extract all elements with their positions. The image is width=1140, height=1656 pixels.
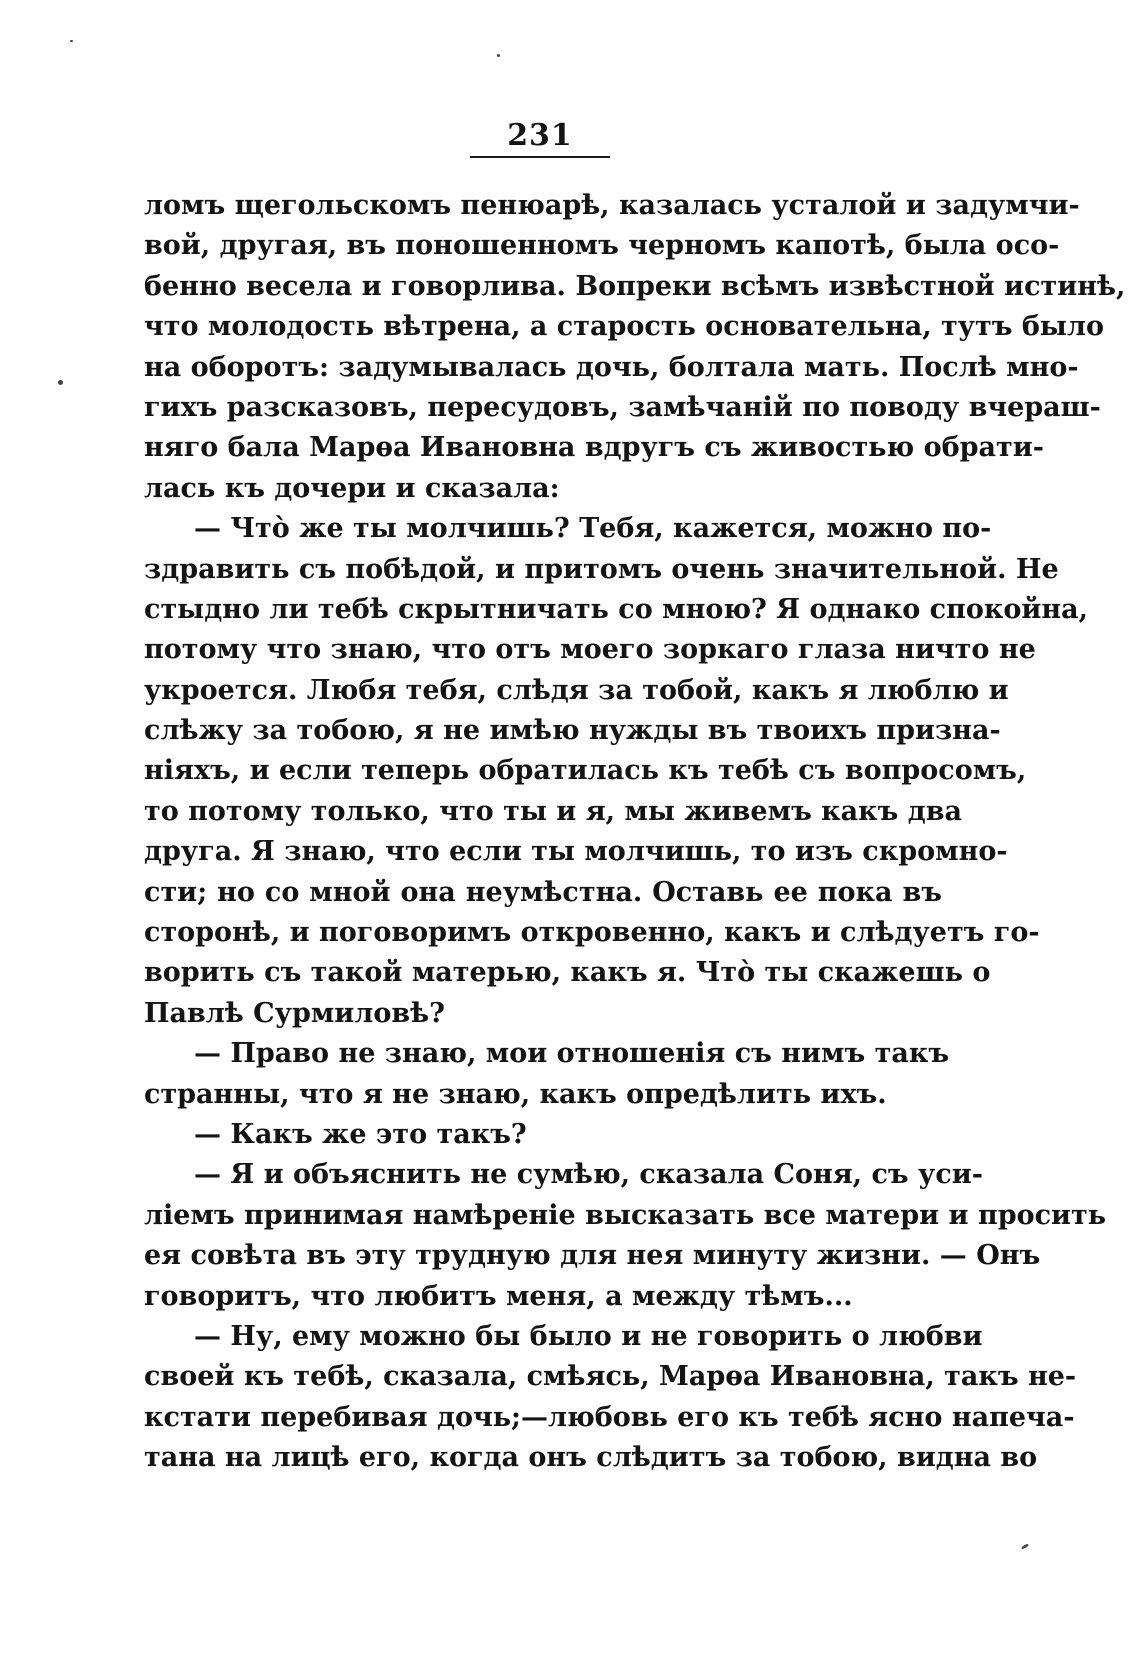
text-line: тана на лицѣ его, когда онъ слѣдитъ за тобою, видна во — [144, 1442, 1038, 1474]
scan-speck — [58, 380, 63, 385]
text-line: бенно весела и говорлива. Вопреки всѣмъ извѣстной истинѣ, — [144, 270, 1126, 302]
text-line: ніяхъ, и если теперь обратилась къ тебѣ съ вопросомъ, — [144, 755, 1027, 787]
text-line: гихъ разсказовъ, пересудовъ, замѣчаній по поводу вчераш- — [144, 391, 1101, 423]
text-line: на оборотъ: задумывалась дочь, болтала мать. Послѣ мно- — [144, 351, 1079, 383]
page-number: 231 — [507, 118, 573, 153]
text-line: кстати перебивая дочь;—любовь его къ тебѣ ясно напеча- — [144, 1401, 1075, 1433]
text-line: стыдно ли тебѣ скрытничать со мною? Я однако спокойна, — [144, 593, 1089, 625]
text-line: — Право не знаю, мои отношенія съ нимъ такъ — [194, 1038, 950, 1070]
text-line: что молодость вѣтрена, а старость основательна, тутъ было — [144, 311, 1105, 343]
text-line: потому что знаю, что отъ моего зоркаго глаза ничто не — [144, 634, 1036, 666]
scan-speck — [1021, 1543, 1029, 1550]
text-line: то потому только, что ты и я, мы живемъ какъ два — [144, 795, 963, 827]
text-line: няго бала Марѳа Ивановна вдругъ съ живостью обрати- — [144, 432, 1044, 464]
text-line: — Я и объяснить не сумѣю, сказала Соня, съ уси- — [194, 1159, 983, 1191]
body-text — [144, 186, 1126, 1479]
scan-speck — [497, 54, 500, 57]
text-line: — Какъ же это такъ? — [194, 1118, 527, 1150]
text-line: ея совѣта въ эту трудную для нея минуту жизни. — Онъ — [144, 1240, 1041, 1272]
text-line: ліемъ принимая намѣреніе высказать все матери и просить — [144, 1199, 1107, 1231]
text-line: говоритъ, что любитъ меня, а между тѣмъ... — [144, 1280, 853, 1312]
text-line: слѣжу за тобою, я не имѣю нужды въ твоихъ призна- — [144, 715, 1001, 747]
text-line: Павлѣ Сурмиловѣ? — [144, 997, 445, 1029]
text-line: ломъ щегольскомъ пенюарѣ, казалась усталой и задумчи- — [144, 190, 1080, 221]
text-line: — Ну, ему можно бы было и не говорить о любви — [194, 1320, 983, 1352]
text-line: друга. Я знаю, что если ты молчишь, то изъ скромно- — [144, 836, 1008, 868]
text-line: лась къ дочери и сказала: — [144, 472, 560, 504]
scan-speck — [70, 40, 73, 42]
text-line: своей къ тебѣ, сказала, смѣясь, Марѳа Ивановна, такъ не- — [144, 1361, 1077, 1393]
text-line: ворить съ такой матерью, какъ я. Чтò ты скажешь о — [144, 957, 991, 989]
text-line: вой, другая, въ поношенномъ черномъ капотѣ, была осо- — [144, 230, 1060, 262]
text-line: — Чтò же ты молчишь? Тебя, кажется, можно по- — [194, 513, 992, 545]
header-rule — [470, 156, 610, 158]
text-line: сторонѣ, и поговоримъ откровенно, какъ и слѣдуетъ го- — [144, 917, 1040, 949]
text-line: укроется. Любя тебя, слѣдя за тобой, какъ я люблю и — [144, 674, 1009, 706]
text-line: здравить съ побѣдой, и притомъ очень значительной. Не — [144, 553, 1059, 585]
text-line: странны, что я не знаю, какъ опредѣлить ихъ. — [144, 1078, 887, 1110]
text-line: сти; но со мной она неумѣстна. Оставь ее пока въ — [144, 876, 942, 908]
